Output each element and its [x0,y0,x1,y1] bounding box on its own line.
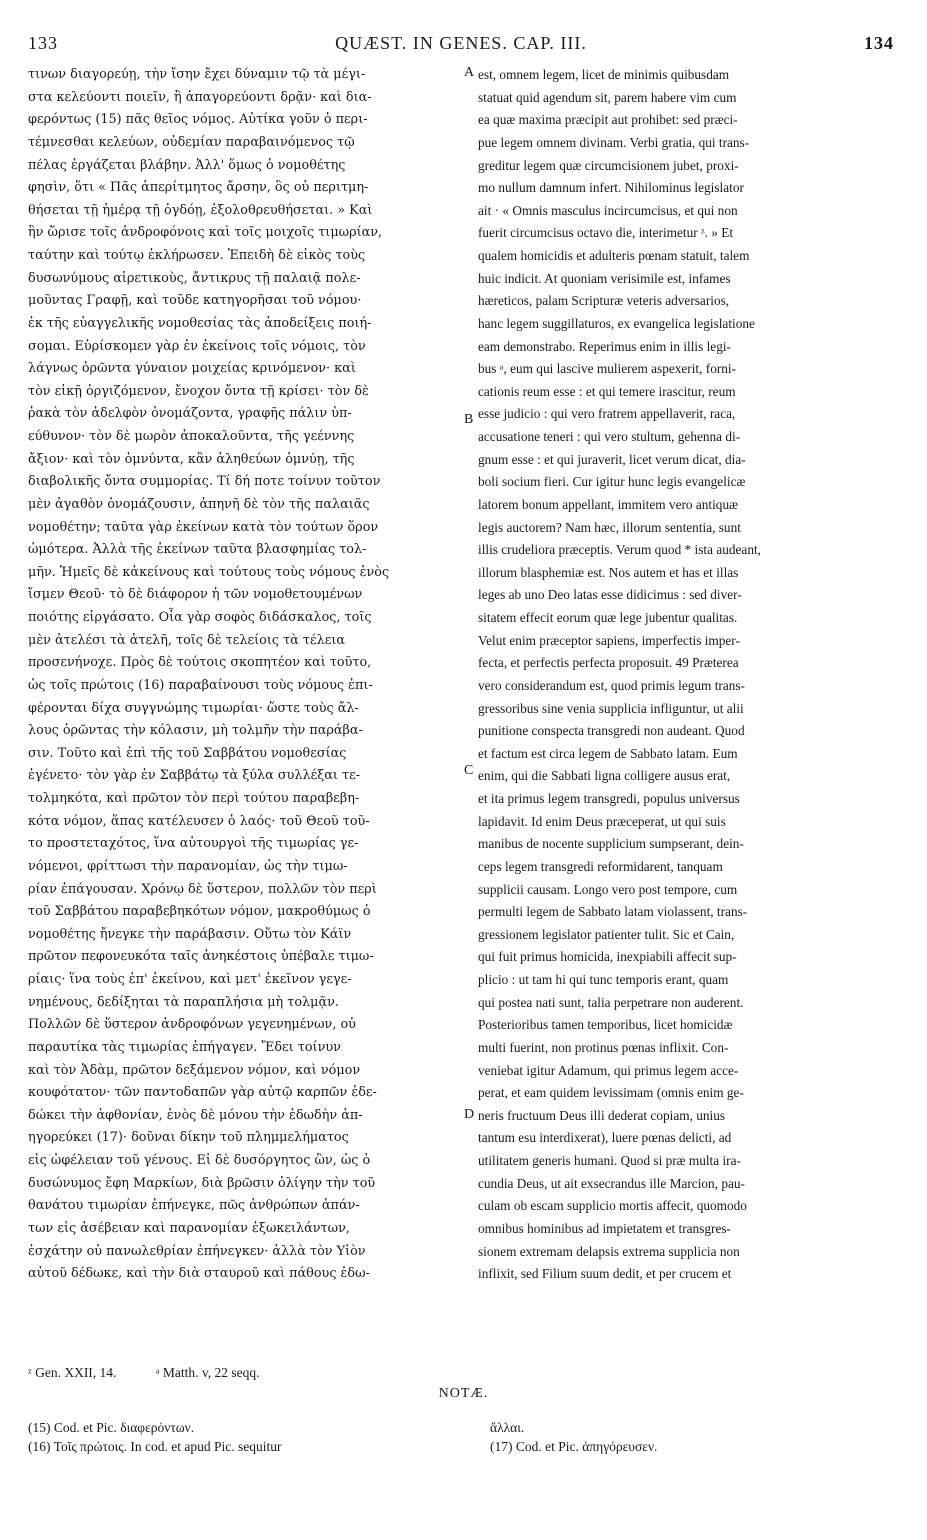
greek-text-line: το προστεταχότος, ἵνα αὐτουργοὶ τῆς τιμωρίας γε- [28,836,359,852]
latin-text-line: leges ab uno Deo latas esse didicimus : sed diver- [478,587,742,603]
greek-text-line: των εἰς ἀσέβειαν καὶ παρανομίαν ἐξωκειλάντων, [28,1220,350,1236]
latin-text-line: gnum esse : et qui juraverit, licet verum dicat, dia- [478,451,746,467]
latin-text-line: illis crudeliora præceptis. Verum quod * ista audeant, [478,542,761,558]
latin-text-line: sitatem effecit eorum quæ lege jubentur qualitas. [478,610,738,625]
greek-text-line: ρίαις· ἵνα τοὺς ἐπ' ἐκείνου, καὶ μετ' ἐκεῖνον γεγε- [28,972,352,987]
greek-text-line: ρίαν ἐπάγουσαν. Χρόνῳ δὲ ὕστερον, πολλῶν τὸν περὶ [28,881,377,897]
latin-text-line: accusatione teneri : qui vero stultum, gehenna di- [478,429,741,444]
greek-text-line: καὶ τὸν Ἀδὰμ, πρῶτον δεξάμενον νόμον, καὶ νόμον [28,1062,361,1078]
greek-text-line: λάγνως ὁρῶντα γύναιον μοιχείας κρινόμενον· καὶ [28,361,356,377]
latin-text-line: huic indicit. At quoniam verisimile est, infames [478,270,731,286]
running-title: QUÆST. IN GENES. CAP. III. [335,33,587,53]
latin-text-line: multi fuerint, non protinus pœnas inflixit. Con- [478,1039,729,1055]
greek-text-line: λους ὁρῶντας τὴν κόλασιν, μὴ τολμῆν τὴν παράβα- [28,723,363,739]
latin-text-line: vero considerandum est, quod primis legum trans- [478,677,745,693]
greek-text-line: ἐγένετο· τὸν γὰρ ἐν Σαββάτῳ τὰ ξύλα συλλέξαι τε- [28,768,361,784]
greek-text-line: Πολλῶν δὲ ὕστερον ἀνδροφόνων γεγενημένων, οὐ [28,1017,356,1033]
latin-text-line: neris fructuum Deus illi dederat copiam, unius [478,1107,726,1123]
latin-text-line: permulti legem de Sabbato latam violassent, trans- [478,904,748,920]
greek-text-line: σιν. Τοῦτο καὶ ἐπὶ τῆς τοῦ Σαββάτου νομοθεσίας [28,745,347,761]
greek-text-line: εύθυνον· τὸν δὲ μωρὸν ἀποκαλοῦντα, τῆς γεέννης [28,429,355,444]
margin-letter-a: A [464,65,475,80]
latin-text-line: gressoribus sine venia supplicia infliguntur, ut alii [478,700,744,716]
latin-text-line: sionem extremam delapsis extrema supplicia non [478,1243,740,1259]
greek-text-line: τολμηκότα, καὶ πρῶτον τὸν περὶ τούτου παραβεβη- [28,791,360,806]
greek-text-line: φέρονται δίχα συγγνώμης τιμωρίαι· ὥστε τοὺς ἄλ- [28,700,359,716]
latin-text-line: qui fuit primus homicida, inexpiabili affecit sup- [478,949,737,965]
latin-text-line: lapidavit. Id enim Deus præceperat, ut qui suis [478,813,726,829]
greek-text-line: τέμνεσθαι κελεύων, οὐδεμίαν παραβαινόμενος τῷ [28,134,355,150]
latin-text-line: punitione conspecta transgredi non audeant. Quod [478,723,745,739]
greek-text-line: στα κελεύοντι ποιεῖν, ἢ ἀπαγορεύοντι δρᾷν· καὶ δια- [28,89,372,105]
greek-text-line: κότα νόμον, ἅπας κατέλευσεν ὁ λαός· τοῦ Θεοῦ τοῦ- [28,813,370,829]
greek-text-line: τὸν εἰκῇ ὀργιζόμενον, ἔνοχον ὄντα τῇ κρίσει· τὸν δὲ [28,383,369,399]
greek-text-line: ὠμότερα. Ἀλλὰ τῆς ἐκείνων ταῦτα βλασφημίας τολ- [28,542,367,558]
greek-text-line: ποιότης εἰργάσατο. Οἷα γὰρ σοφὸς διδάσκαλος, τοῖς [28,610,372,625]
greek-text-line: παραυτίκα τὰς τιμωρίας ἐπήγαγεν. Ἔδει τοίνυν [28,1039,341,1055]
greek-text-line: ταύτην καὶ τούτῳ ἐκλήρωσεν. Ἐπειδὴ δὲ εἰκὸς τοὺς [28,248,366,263]
greek-text-line: προσενήνοχε. Πρὸς δὲ τούτοις σκοπητέον καὶ τοῦτο, [28,655,372,671]
latin-text-line: greditur legem quæ circumcisionem jubet, proxi- [478,157,739,173]
latin-text-line: legis auctorem? Nam hæc, illorum sententia, sunt [478,519,741,535]
greek-text-line: μὲν ἀγαθὸν ὀνομάζουσιν, ἀπηνῆ δὲ τὸν τῆς παλαιᾶς [28,496,370,512]
greek-text-line: θήσεται τῇ ἡμέρᾳ τῇ ὀγδόῃ, ἐξολοθρευθήσεται. » Καὶ [28,202,373,218]
greek-text-line: μῆν. Ἡμεῖς δὲ κἀκείνους καὶ τούτους τοὺς νόμους ἑνὸς [28,564,390,580]
latin-text-line: enim, qui die Sabbati ligna colligere ausus erat, [478,768,731,784]
greek-text-line: τοῦ Σαββάτου παραβεβηκότων νόμον, μακροθύμως ὁ [28,904,371,920]
latin-text-line: hanc legem suggillaturos, ex evangelica legislatione [478,315,755,331]
greek-text-line: δυσωνύμους αἱρετικοὺς, ἄντικρυς τῇ παλαιᾷ πολε- [28,270,361,286]
latin-text-column [478,64,894,1286]
greek-text-line: φησὶν, ὅτι « Πᾶς ἀπερίτμητος ἄρσην, ὃς οὐ περιτμη- [28,180,369,196]
greek-text-line: ὡς τοῖς πρώτοις (16) παραβαίνουσι τοὺς νόμους ἐπι- [28,677,373,693]
latin-text-line: latorem bonum appellant, immitem vero antiquæ [478,496,738,512]
latin-text-line: mo nullum damnum infert. Nihilominus legislator [478,180,744,196]
latin-text-line: ceps legem transgredi reformidarent, tanquam [478,858,723,874]
latin-text-line: ait · « Omnis masculus incircumcisus, et qui non [478,202,738,218]
page-number-left: 133 [28,33,58,53]
greek-text-line: νομοθέτην; ταῦτα γὰρ ἐκείνων κατὰ τὸν τούτων ὅρον [28,519,379,535]
latin-text-line: veniebat igitur Adamum, qui primus legem acce- [478,1062,739,1078]
note-15: (15) Cod. et Pic. διαφερόντων. [28,1420,195,1435]
greek-text-line: εἰς ὠφέλειαν τοῦ γένους. Εἰ δὲ δυσόργητος ὢν, ὡς ὁ [28,1153,371,1168]
latin-text-line: tantum esu interdixerat), luere pœnas delicti, ad [478,1130,732,1146]
greek-text-line: φερόντως (15) πᾶς θεῖος νόμος. Αὐτίκα γοῦν ὁ περι- [28,112,368,128]
greek-text-line: ἴσμεν Θεοῦ· τὸ δὲ διάφορον ἡ τῶν νομοθετουμένων [28,587,363,603]
margin-letter-c: C [464,763,474,778]
footnote-a: ᵃ Matth. v, 22 seqq. [155,1365,260,1380]
greek-text-line: μοῦντας Γραφῇ, καὶ τοῦδε κατηγορῆσαι τοῦ νόμου· [28,293,362,309]
latin-text-line: eam demonstrabo. Reperimus enim in illis legi- [478,338,731,354]
latin-text-line: est, omnem legem, licet de minimis quibusdam [478,67,730,82]
latin-text-line: culam ob escam supplicio mortis affecit, quomodo [478,1198,747,1214]
latin-text-line: qualem homicidis et adulteris pœnam statuit, talem [478,248,750,263]
greek-text-line: αὐτοῦ δέδωκε, καὶ τὴν διὰ σταυροῦ καὶ πάθους ἐδω- [28,1266,370,1282]
latin-text-line: boli socium fieri. Cur igitur hunc legis evangelicæ [478,474,746,490]
greek-text-line: πέλας ἐργάζεται βλάβην. Ἀλλ' ὅμως ὁ νομοθέτης [28,157,346,173]
greek-text-line: ἐκ τῆς εὐαγγελικῆς νομοθεσίας τὰς ἀποδείξεις ποιή- [28,315,372,331]
latin-text-line: pue legem omnem divinam. Verbi gratia, qui trans- [478,134,750,150]
latin-text-line: Velut enim præceptor sapiens, imperfectis imper- [478,632,740,648]
latin-text-line: et ita primus legem transgredi, populus universus [478,791,740,806]
latin-text-line: supplicii causam. Longo vero post tempore, cum [478,881,738,897]
latin-text-line: fuerit circumcisus octavo die, interimetur ᶻ. » Et [478,225,734,241]
footnote-z: ᶻ Gen. XXII, 14. [28,1365,117,1380]
greek-text-line: ἄξιον· καὶ τὸν ὀμνύντα, κἂν ἀληθεύων ὀμνύῃ, τῆς [28,451,355,467]
latin-text-line: fecta, et perfectis perfecta proposuit. 49 Præterea [478,655,739,671]
latin-text-line: qui postea nati sunt, talia perpetrare non auderent. [478,994,744,1010]
latin-text-line: cundia Deus, ut ait exsecrandus ille Marcion, pau- [478,1175,745,1191]
note-16-continued: ἄλλαι. [490,1420,525,1435]
latin-text-line: Posterioribus tamen temporibus, licet homicidæ [478,1017,733,1033]
latin-text-line: manibus de nocente supplicium sumpserant, dein- [478,836,744,852]
latin-text-line: perat, et eam quidem levissimam (omnis enim ge- [478,1085,744,1101]
margin-letter-b: B [464,412,474,427]
latin-text-line: plicio : ut tam hi qui tunc temporis erant, quam [478,972,729,987]
page-number-right: 134 [864,33,894,53]
greek-text-line: πρῶτον πεφονευκότα ταῖς ἀνηκέστοις ὑπέβαλε τιμω- [28,949,374,965]
greek-text-line: νόμενοι, φρίττωσι τὴν παρανομίαν, ὡς τὴν τιμω- [28,858,348,874]
latin-text-line: hæreticos, palam Scripturæ veteris adversarios, [478,293,730,309]
greek-text-line: ηγορεύκει (17)· δοῦναι δίκην τοῦ πλημμελήματος [28,1130,349,1146]
greek-text-column [28,64,460,1286]
latin-text-line: bus ᵃ, eum qui lascive mulierem aspexerit, forni- [478,361,737,377]
latin-text-line: statuat quid agendum sit, parem habere vim cum [478,89,737,105]
greek-text-line: θανάτου τιμωρίαν ἐπήνεγκε, πῶς ἀνθρώπων ἁπάν- [28,1198,360,1214]
latin-text-line: esse judicio : qui vero fratrem appellaverit, raca, [478,406,736,422]
note-17: (17) Cod. et Pic. ἀπηγόρευσεν. [490,1439,658,1454]
latin-text-line: ea quæ maxima præcipit aut prohibet: sed præci- [478,112,738,128]
latin-text-line: cationis reum esse : et qui temere irascitur, reum [478,383,736,399]
latin-text-line: utilitatem generis humani. Quod si præ multa ira- [478,1153,741,1168]
latin-text-line: illorum blasphemiæ est. Nos autem et has et illas [478,564,739,580]
greek-text-line: μὲν ἀτελέσι τὰ ἀτελῆ, τοῖς δὲ τελείοις τὰ τέλεια [28,632,345,648]
greek-text-line: σομαι. Εὑρίσκομεν γὰρ ἐν ἐκείνοις τοῖς νόμοις, τὸν [28,338,366,354]
margin-letter-d: D [464,1107,475,1122]
latin-text-line: gressionem legislator patienter tulit. Sic et Cain, [478,926,735,942]
greek-text-line: ἐσχάτην οὐ πανωλεθρίαν ἐπήνεγκεν· ἀλλὰ τὸν Υἱὸν [28,1243,366,1259]
notae-heading: NOTÆ. [438,1386,489,1401]
latin-text-line: et factum est circa legem de Sabbato latam. Eum [478,745,738,761]
note-16: (16) Τοῖς πρώτοις. In cod. et apud Pic. sequitur [28,1439,282,1454]
greek-text-line: ἣν ὥρισε τοῖς ἀνδροφόνοις καὶ τοῖς μοιχοῖς τιμωρίαν, [28,225,383,241]
greek-text-line: νομοθέτης ἤνεγκε τὴν παράβασιν. Οὕτω τὸν Κάϊν [28,926,352,942]
running-header [28,33,894,57]
greek-text-line: δώκει τὴν ἀφθονίαν, ἑνὸς δὲ μόνου τὴν ἐδωδὴν ἀπ- [28,1107,363,1123]
latin-text-line: omnibus hominibus ad impietatem et transgres- [478,1220,731,1236]
greek-text-line: ῥακὰ τὸν ἀδελφὸν ὀνομάζοντα, γραφῆς πάλιν ὑπ- [28,406,352,422]
greek-text-line: διαβολικῆς ὄντα συμμορίας. Τί δή ποτε τοίνυν τοῦτον [28,474,381,490]
greek-text-line: κουφότατον· τῶν παντοδαπῶν γὰρ αὐτῷ καρπῶν ἐδε- [28,1085,377,1101]
greek-text-line: τινων διαγορεύῃ, τὴν ἴσην ἔχει δύναμιν τῷ τὰ μέγι- [28,67,366,82]
greek-text-line: νημένους, δεδίξηται τὰ παραπλήσια μὴ τολμᾷν. [28,994,339,1010]
latin-text-line: inflixit, sed Filium suum dedit, et per crucem et [478,1266,732,1282]
greek-text-line: δυσώνυμος ἔφη Μαρκίων, διὰ βρῶσιν ὀλίγην τὴν τοῦ [28,1175,376,1191]
footnotes [28,1363,894,1383]
